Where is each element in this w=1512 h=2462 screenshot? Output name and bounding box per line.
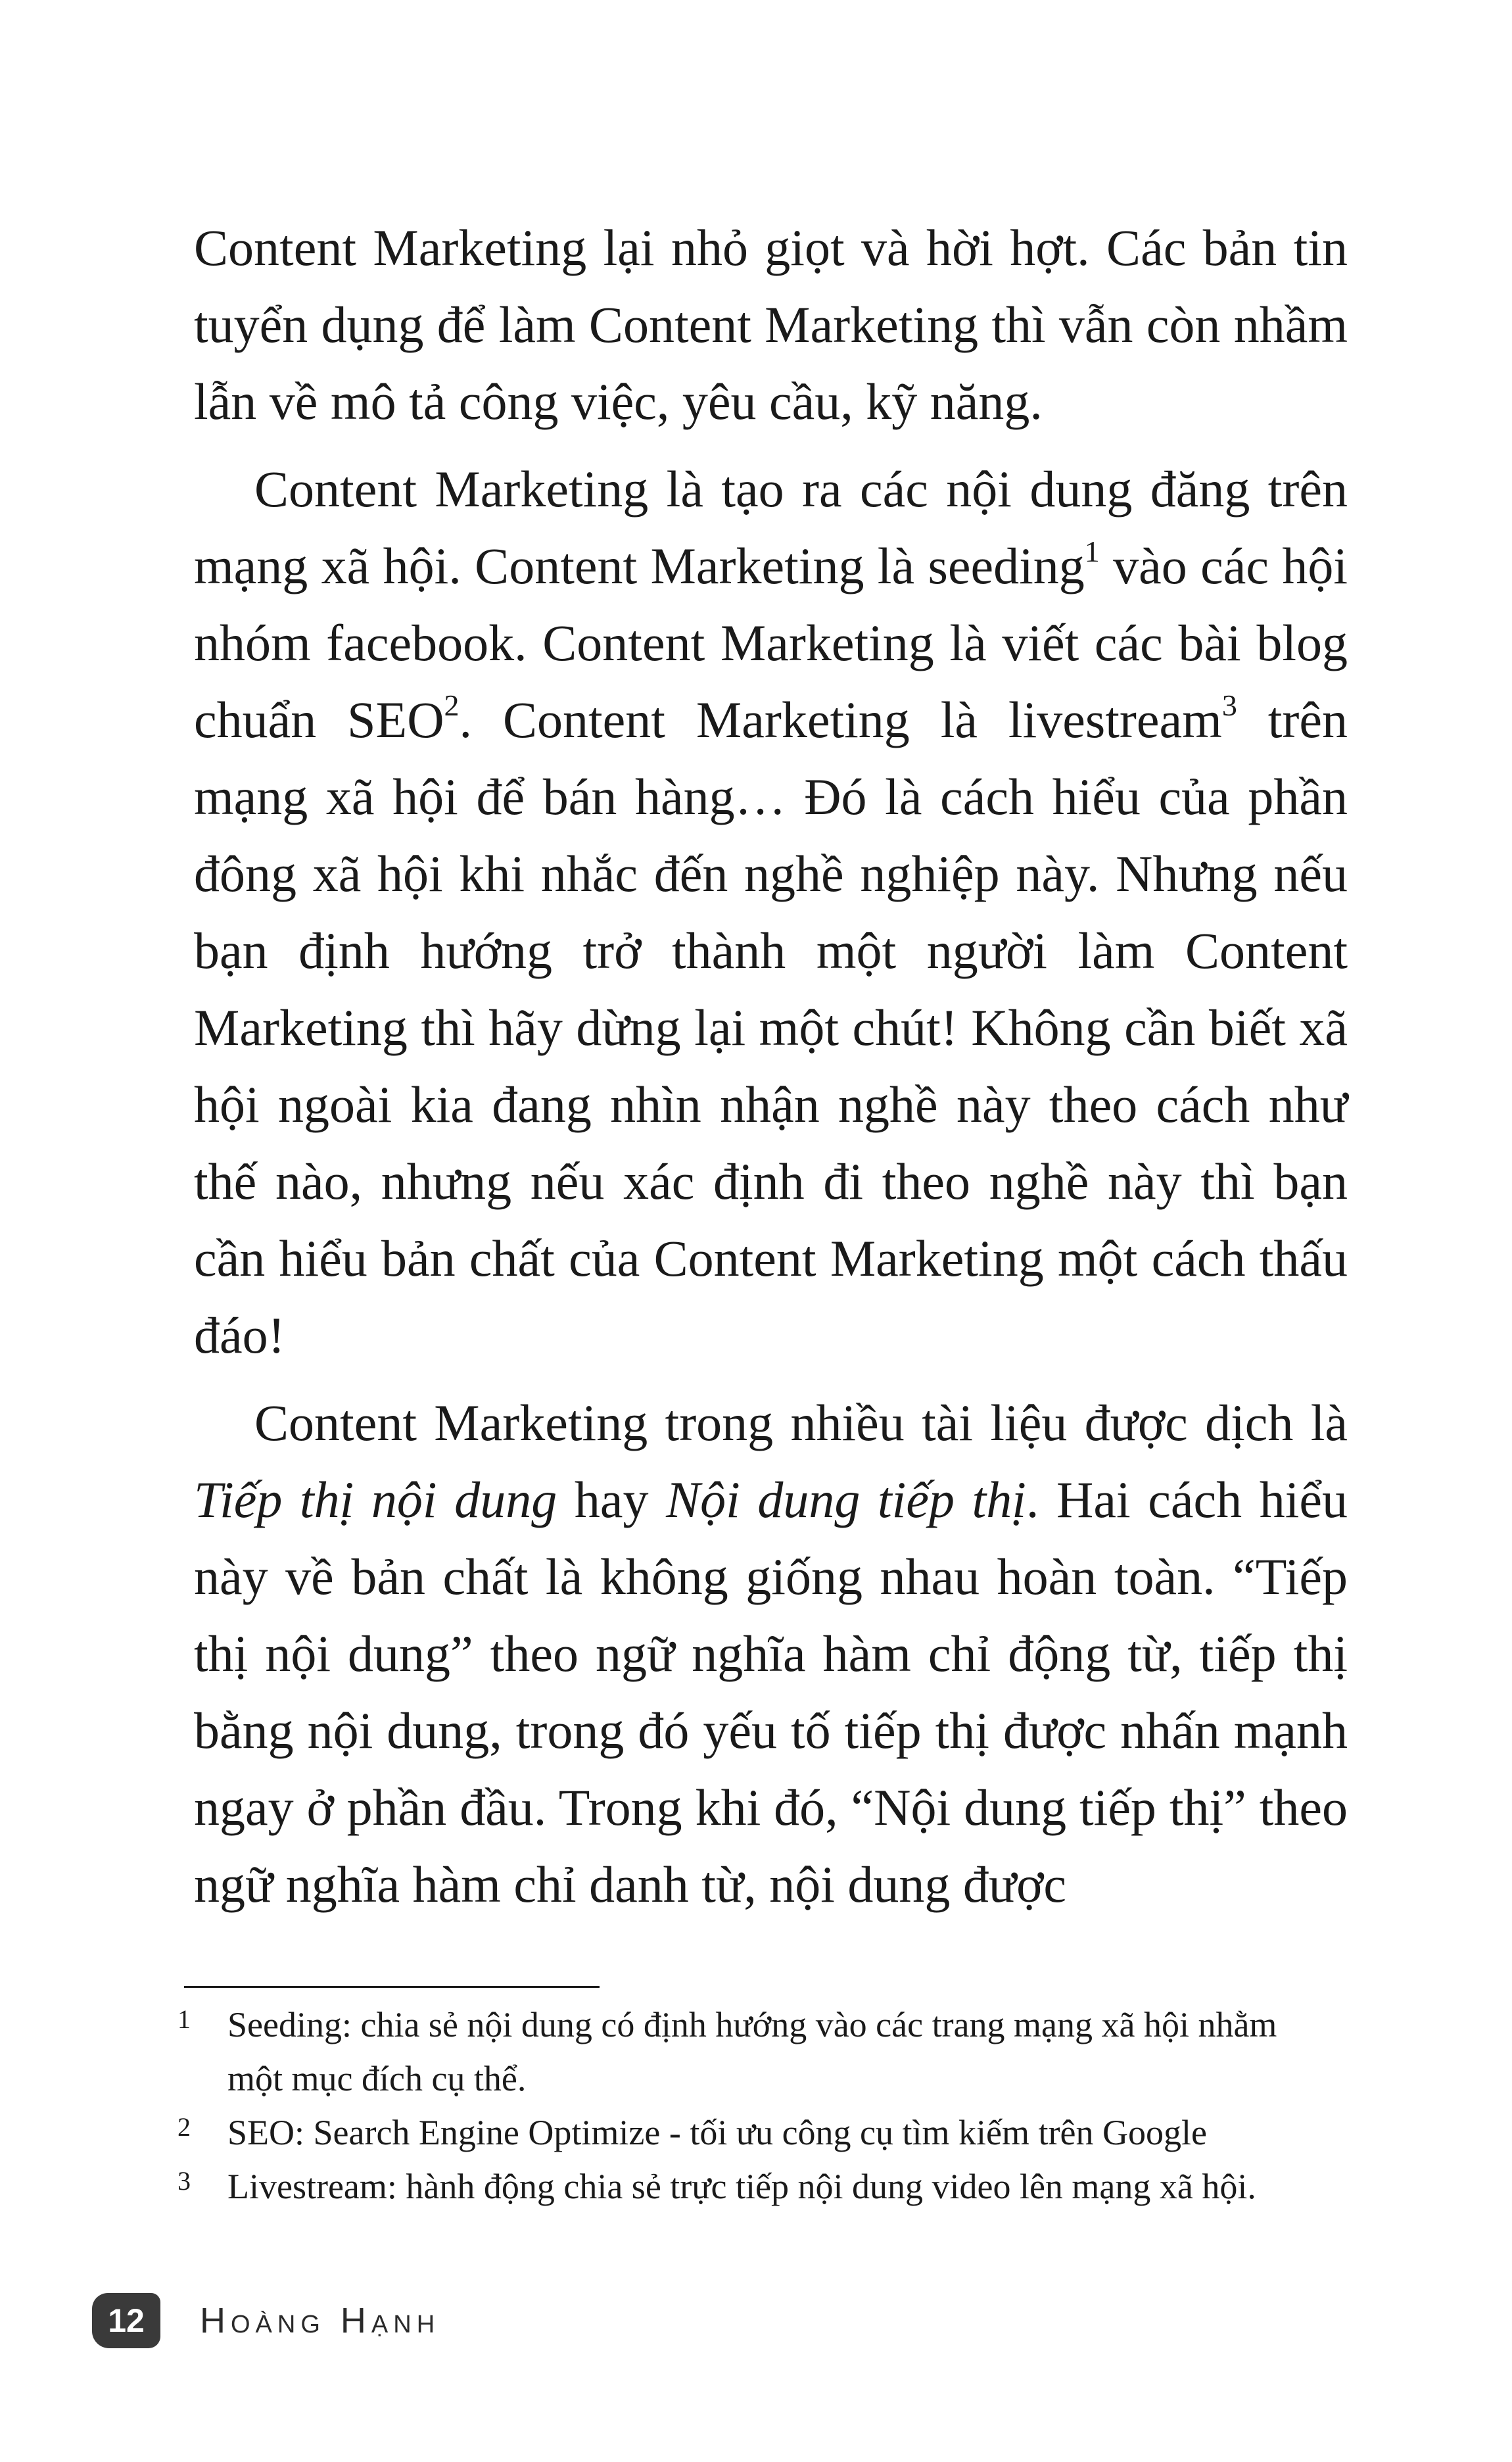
footnote-2 [177, 2106, 1335, 2160]
footnote-number: 3 [177, 2166, 191, 2196]
paragraph-3-text-a: Content Marketing trong nhiều tài liệu được dịch là [254, 1394, 1348, 1451]
paragraph-2-text-a: Content Marketing là tạo ra các nội dung đăng trên mạng xã hội. Content Marketing là seeding [194, 460, 1348, 594]
paragraph-1 [194, 209, 1348, 440]
paragraph-2 [194, 450, 1348, 1374]
page-number: 12 [108, 2302, 145, 2339]
footnote-3 [177, 2160, 1335, 2213]
footnote-number: 2 [177, 2112, 191, 2142]
paragraph-3-text-c: . Hai cách hiểu này về bản chất là không giống nhau hoàn toàn. “Tiếp thị nội dung” theo ngữ nghĩa hàm chỉ động từ, tiếp thị bằng nội dung, trong đó yếu tố tiếp thị được nhấn mạnh ngay ở phần đầu. Trong khi đó, “Nội dung tiếp thị” theo ngữ nghĩa hàm chỉ danh từ, nội dung được [194, 1471, 1348, 1913]
paragraph-3 [194, 1384, 1348, 1923]
body-text [194, 209, 1348, 1923]
footnote-text: SEO: Search Engine Optimize - tối ưu công cụ tìm kiếm trên Google [227, 2113, 1207, 2152]
footnote-separator [184, 1986, 600, 1988]
paragraph-2-text-d: trên mạng xã hội để bán hàng… Đó là cách hiểu của phần đông xã hội khi nhắc đến nghề nghiệp này. Nhưng nếu bạn định hướng trở thành một người làm Content Marketing thì hãy dừng lại một chút! Không cần biết xã hội ngoài kia đang nhìn nhận nghề này theo cách như thế nào, nhưng nếu xác định đi theo nghề này thì bạn cần hiểu bản chất của Content Marketing một cách thấu đáo! [194, 691, 1348, 1364]
footnote-number: 1 [177, 2004, 191, 2034]
paragraph-2-text-b: vào các hội nhóm facebook. Content Marketing là viết các bài blog chuẩn SEO [194, 537, 1348, 748]
footnotes [177, 1998, 1335, 2213]
page-footer [92, 2291, 440, 2350]
footnote-ref-2: 2 [444, 688, 460, 722]
footnote-ref-3: 3 [1221, 688, 1237, 722]
italic-term-2: Nội dung tiếp thị [666, 1471, 1026, 1528]
footnote-1 [177, 1998, 1335, 2106]
page-number-badge [92, 2293, 160, 2348]
footnote-text: Seeding: chia sẻ nội dung có định hướng vào các trang mạng xã hội nhằm một mục đích cụ thể. [227, 2005, 1277, 2098]
author-name: Hoàng Hạnh [200, 2301, 440, 2340]
footnote-ref-1: 1 [1084, 535, 1100, 568]
paragraph-3-text-b: hay [557, 1471, 667, 1528]
italic-term-1: Tiếp thị nội dung [194, 1471, 557, 1528]
paragraph-1-text: Content Marketing lại nhỏ giọt và hời hợt. Các bản tin tuyển dụng để làm Content Marketing thì vẫn còn nhầm lẫn về mô tả công việc, yêu cầu, kỹ năng. [194, 219, 1348, 430]
paragraph-2-text-c: . Content Marketing là livestream [459, 691, 1222, 748]
footnote-text: Livestream: hành động chia sẻ trực tiếp nội dung video lên mạng xã hội. [227, 2167, 1256, 2206]
